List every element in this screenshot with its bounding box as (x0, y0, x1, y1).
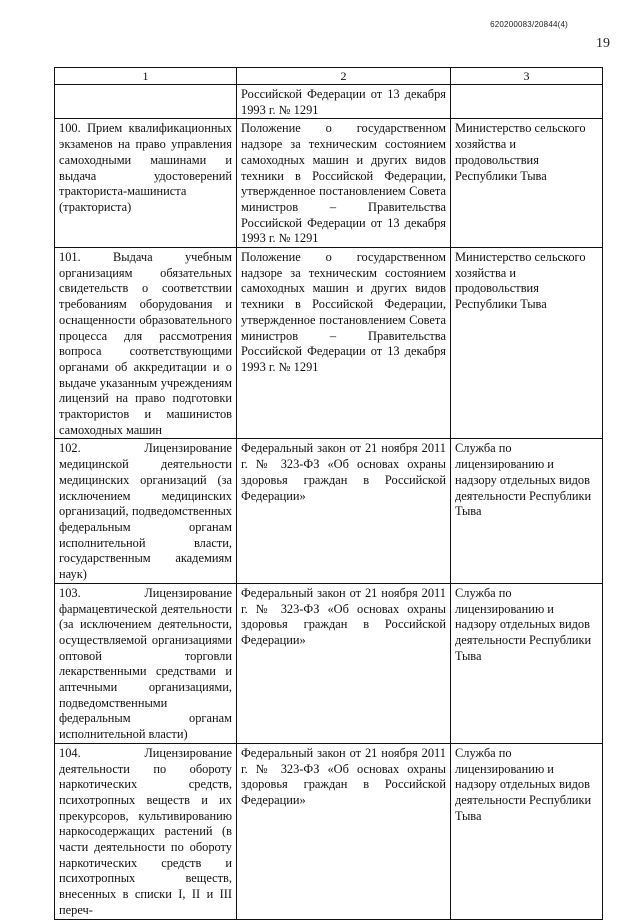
table-header-row (55, 68, 603, 85)
table-row (55, 583, 603, 743)
continuation-cell-3 (451, 85, 603, 119)
table-row (55, 743, 603, 919)
service-cell: 104. Лицензирование деятельности по обороту наркотических средств, психотропных веществ и их прекурсоров, культивированию наркосодержащих растений (в части деятельности по обороту наркотических средств и психотропных веществ, внесенных в списки I, II и III переч- (55, 743, 237, 919)
legal-basis-cell: Федеральный закон от 21 ноября 2011 г. № 323-ФЗ «Об основах охраны здоровья граждан в Российской Федерации» (237, 439, 451, 583)
authority-cell: Служба по лицензированию и надзору отдельных видов деятельности Республики Тыва (451, 439, 603, 583)
table-row (55, 119, 603, 248)
column-header-2: 2 (237, 68, 451, 85)
continuation-cell-2: Российской Федерации от 13 декабря 1993 г. № 1291 (237, 85, 451, 119)
service-cell: 103. Лицензирование фармацевтической деятельности (за исключением деятельности, осуществляемой организациями оптовой торговли лекарственными средствами и аптечными организациями, подведомственными федеральным органам исполнительной власти) (55, 583, 237, 743)
continuation-row (55, 85, 603, 119)
authority-cell: Служба по лицензированию и надзору отдельных видов деятельности Республики Тыва (451, 583, 603, 743)
table-row (55, 439, 603, 583)
authority-cell: Министерство сельского хозяйства и продовольствия Республики Тыва (451, 119, 603, 248)
legal-basis-cell: Положение о государственном надзоре за техническим состоянием самоходных машин и других видов техники в Российской Федерации, утвержденное постановлением Совета министров – Правительства Российской Федерации от 13 декабря 1993 г. № 1291 (237, 248, 451, 439)
authority-cell: Служба по лицензированию и надзору отдельных видов деятельности Республики Тыва (451, 743, 603, 919)
authority-cell: Министерство сельского хозяйства и продовольствия Республики Тыва (451, 248, 603, 439)
page-number: 19 (596, 36, 610, 51)
service-cell: 101. Выдача учебным организациям обязательных свидетельств о соответствии требованиям оборудования и оснащенности образовательного процесса для рассмотрения вопроса соответствующими органами об аккредитации и о выдаче указанным учреждениям лицензий на право подготовки трактористов и машинистов самоходных машин (55, 248, 237, 439)
legal-basis-cell: Положение о государственном надзоре за техническим состоянием самоходных машин и других видов техники в Российской Федерации, утвержденное постановлением Совета министров – Правительства Российской Федерации от 13 декабря 1993 г. № 1291 (237, 119, 451, 248)
table-row (55, 248, 603, 439)
continuation-cell-1 (55, 85, 237, 119)
column-header-3: 3 (451, 68, 603, 85)
column-header-1: 1 (55, 68, 237, 85)
legal-basis-cell: Федеральный закон от 21 ноября 2011 г. № 323-ФЗ «Об основах охраны здоровья граждан в Российской Федерации» (237, 583, 451, 743)
service-cell: 100. Прием квалификационных экзаменов на право управления самоходными машинами и выдача удостоверений тракториста-машиниста (тракториста) (55, 119, 237, 248)
legal-basis-cell: Федеральный закон от 21 ноября 2011 г. № 323-ФЗ «Об основах охраны здоровья граждан в Российской Федерации» (237, 743, 451, 919)
services-table (54, 67, 603, 920)
service-cell: 102. Лицензирование медицинской деятельности медицинских организаций (за исключением медицинских организаций, подведомственных федеральным органам исполнительной власти, государственным академиям наук) (55, 439, 237, 583)
document-id: 620200083/20844(4) (490, 20, 568, 29)
